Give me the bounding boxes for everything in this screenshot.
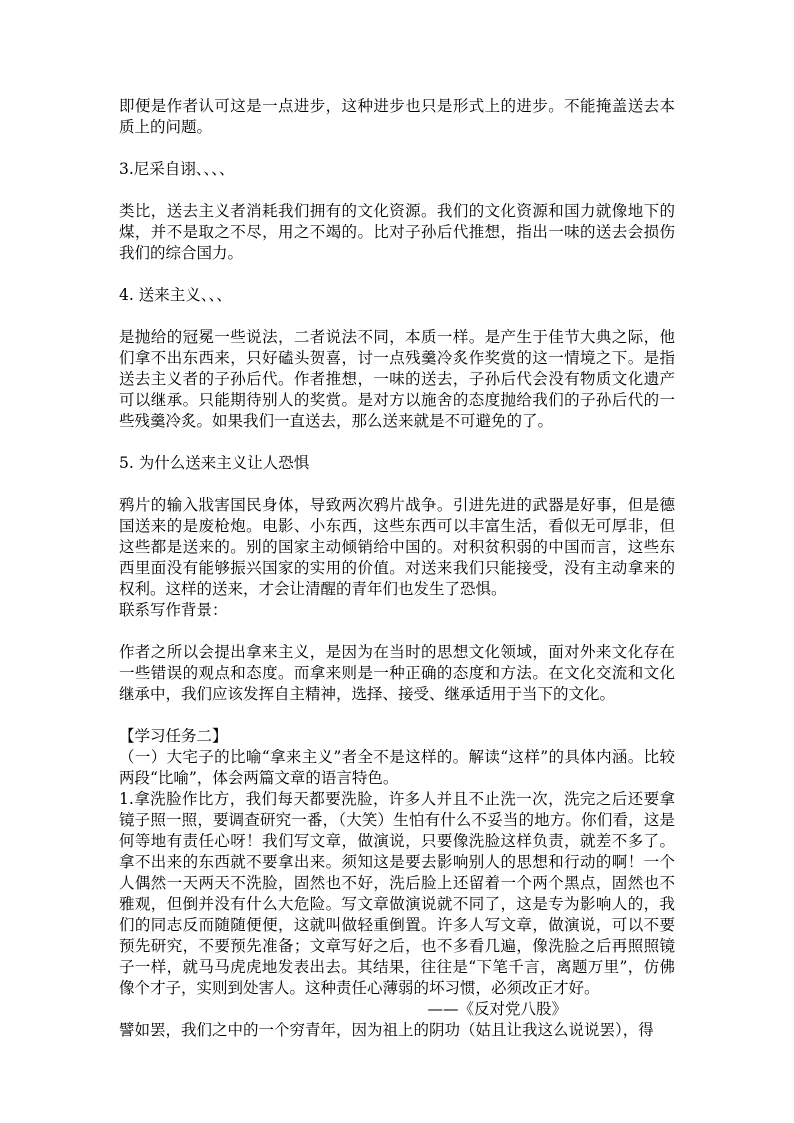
paragraph-progress: 即便是作者认可这是一点进步，这种进步也只是形式上的进步。不能掩盖送去本质上的问题。: [119, 97, 675, 136]
heading-nietzsche: 3.尼采自诩、、、、: [119, 160, 235, 178]
heading-task-two: 【学习任务二】: [119, 727, 228, 745]
paragraph-washing-face: 1.拿洗脸作比方，我们每天都要洗脸，许多人并且不止洗一次，洗完之后还要拿镜子照一照，要调查研究一番，（大笑）生怕有什么不妥当的地方。你们看，这是何等地有责任心呀！我们写文章，做演说，只要像洗脸这样负责，就差不多了。拿不出来的东西就不要拿出来。须知这是要去影响别人的思想和行动的啊！一个人偶然一天两天不洗脸，固然也不好，洗后脸上还留着一个两个黑点，固然也不雅观，但倒并没有什么大危险。写文章做演说就不同了，这是专为影响人的，我们的同志反而随随便便，这就叫做轻重倒置。许多人写文章，做演说，可以不要预先研究，不要预先准备；文章写好之后，也不多看几遍，像洗脸之后再照照镜子一样，就马马虎虎地发表出去。其结果，往往是“下笔千言，离题万里”，仿佛像个才子，实则到处害人。这种责任心薄弱的坏习惯，必须改正才好。: [119, 790, 675, 997]
paragraph-task-intro: （一）大宅子的比喻“拿来主义”者全不是这样的。解读“这样”的具体内涵。比较两段“比喻”，体会两篇文章的语言特色。: [119, 748, 675, 787]
heading-songlai: 4. 送来主义、、、: [119, 286, 232, 304]
heading-fear: 5. 为什么送来主义让人恐惧: [119, 454, 310, 472]
paragraph-background: 作者之所以会提出拿来主义，是因为在当时的思想文化领域，面对外来文化存在一些错误的观点和态度。而拿来则是一种正确的态度和方法。在文化交流和文化继承中，我们应该发挥自主精神，选择、接受、继承适用于当下的文化。: [119, 643, 675, 703]
paragraph-analogy: 类比，送去主义者消耗我们拥有的文化资源。我们的文化资源和国力就像地下的煤，并不是取之不尽，用之不竭的。比对子孙后代推想，指出一味的送去会损伤我们的综合国力。: [119, 202, 675, 262]
quote-attribution: ——《反对党八股》: [427, 1000, 567, 1018]
paragraph-poor-youth: 譬如罢，我们之中的一个穷青年，因为祖上的阴功（姑且让我这么说说罢），得: [119, 1021, 654, 1039]
paragraph-opium: 鸦片的输入戕害国民身体，导致两次鸦片战争。引进先进的武器是好事，但是德国送来的是废枪炮。电影、小东西，这些东西可以丰富生活，看似无可厚非，但这些都是送来的。别的国家主动倾销给中国的。对积贫积弱的中国而言，这些东西里面没有能够振兴国家的实用的价值。对送来我们只能接受，没有主动拿来的权利。这样的送来，才会让清醒的青年们也发生了恐惧。: [119, 496, 675, 598]
document-page: [119, 96, 675, 1041]
heading-background: 联系写作背景：: [119, 601, 228, 619]
paragraph-songlai: 是抛给的冠冕一些说法，二者说法不同，本质一样。是产生于佳节大典之际，他们拿不出东西来，只好磕头贺喜，讨一点残羹冷炙作奖赏的这一情境之下。是指送去主义者的子孙后代。作者推想，一味的送去，子孙后代会没有物质文化遗产可以继承。只能期待别人的奖赏。是对方以施舍的态度抛给我们的子孙后代的一些残羹冷炙。如果我们一直送去，那么送来就是不可避免的了。: [119, 328, 675, 430]
